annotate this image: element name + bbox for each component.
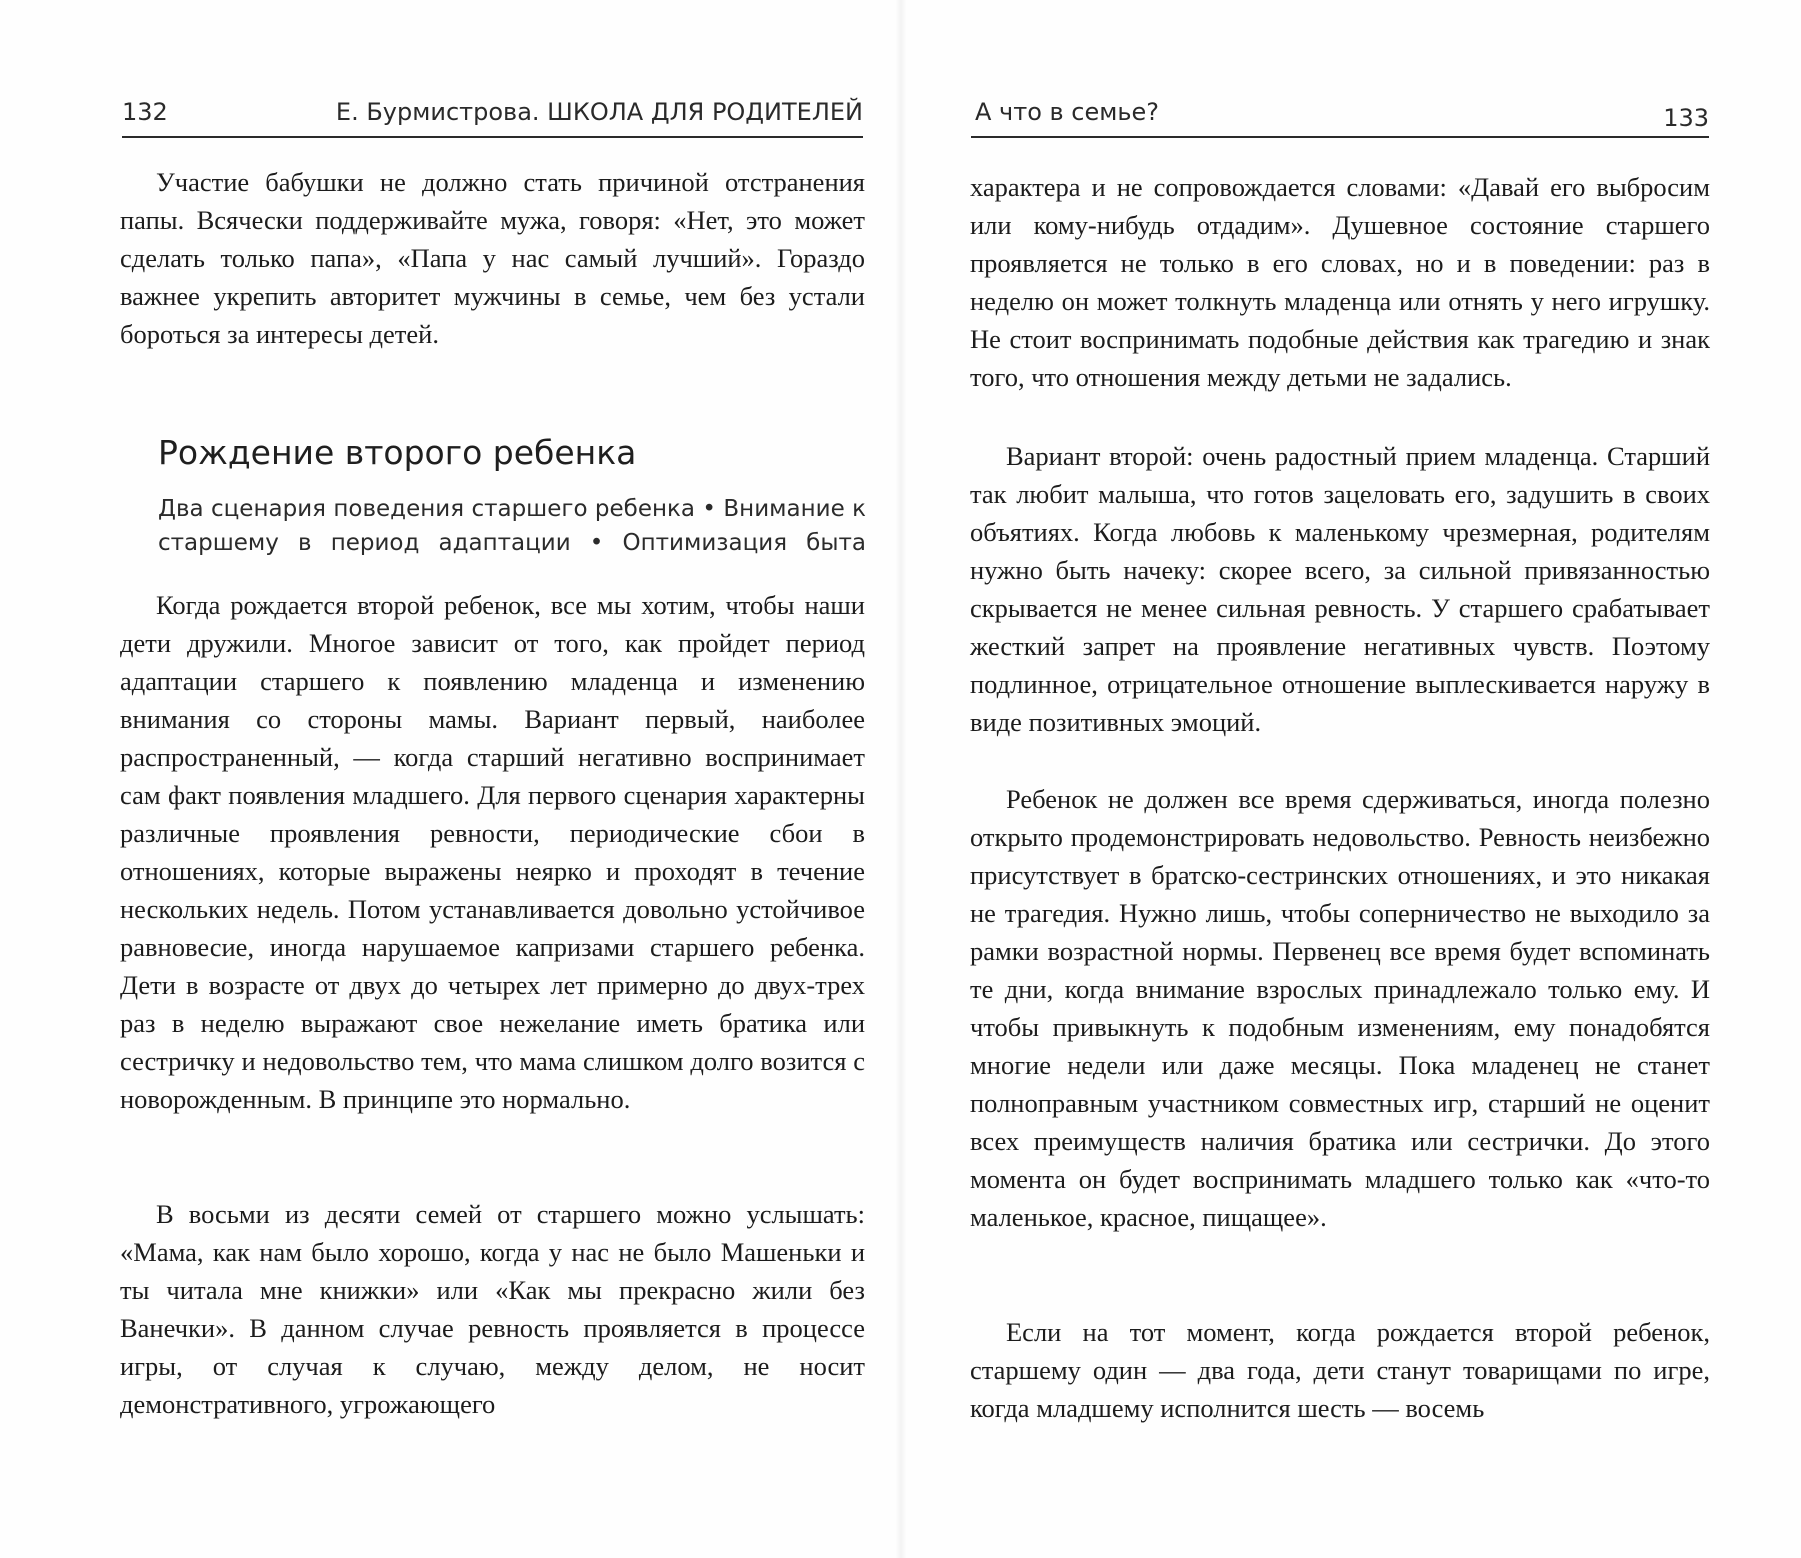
- left-paragraph-1: Участие бабушки не должно стать причиной отстранения папы. Всячески поддерживайте мужа, говоря: «Нет, это может сделать только папа», «Папа у нас самый лучший». Гораздо важнее укрепить авторитет мужчины в семье, чем без устали бороться за интересы детей.: [120, 167, 865, 349]
- left-running-head: [122, 96, 863, 138]
- right-paragraph-2: Вариант второй: очень радостный прием младенца. Старший так любит малыша, что готов зацеловать его, задушить в своих объятиях. Когда любовь к маленькому чрезмерная, родителям нужно быть начеку: скорее всего, за сильной привязанностью скрывается не менее сильная ревность. У старшего срабатывает жесткий запрет на проявление негативных чувств. Поэтому подлинное, отрицательное отношение выплескивается наружу в виде позитивных эмоций.: [970, 441, 1710, 737]
- left-page: [0, 0, 900, 1558]
- right-page: [900, 0, 1801, 1558]
- left-paragraph-2: Когда рождается второй ребенок, все мы хотим, чтобы наши дети дружили. Многое зависит от того, как пройдет период адаптации старшего к появлению младенца и изменению внимания со стороны мамы. Вариант первый, наиболее распространенный, — когда старший негативно воспринимает сам факт появления младшего. Для первого сценария характерны различные проявления ревности, периодические сбои в отношениях, которые выражены неярко и проходят в течение нескольких недель. Потом устанавливается довольно устойчивое равновесие, иногда нарушаемое капризами старшего ребенка. Дети в возрасте от двух до четырех лет примерно до двух-трех раз в неделю выражают свое нежелание иметь братика или сестричку и недовольство тем, что мама слишком долго возится с новорожденным. В принципе это нормально.: [120, 590, 865, 1114]
- left-paragraph-2-block: [120, 586, 865, 1118]
- right-paragraph-1: характера и не сопровождается словами: «Давай его выбросим или кому-нибудь отдадим». Душевное состояние старшего проявляется не только в его словах, но и в поведении: раз в неделю он может толкнуть младенца или отнять у него игрушку. Не стоит воспринимать подобные действия как трагедию и знак того, что отношения между детьми не задались.: [970, 172, 1710, 392]
- right-paragraph-1-block: [970, 168, 1710, 396]
- right-running-head: [971, 96, 1709, 138]
- left-running-title: Е. Бурмистрова. ШКОЛА ДЛЯ РОДИТЕЛЕЙ: [335, 98, 863, 126]
- section-heading: Рождение второго ребенка: [158, 433, 637, 472]
- right-paragraph-3: Ребенок не должен все время сдерживаться, иногда полезно открыто продемонстрировать недовольство. Ревность неизбежно присутствует в братско-сестринских отношениях, и это никакая не трагедия. Нужно лишь, чтобы соперничество не выходило за рамки возрастной нормы. Первенец все время будет вспоминать те дни, когда внимание взрослых принадлежало только ему. И чтобы привыкнуть к подобным изменениям, ему понадобятся многие недели или даже месяцы. Пока младенец не станет полноправным участником совместных игр, старший не оценит всех преимуществ наличия братика или сестрички. До этого момента он будет воспринимать младшего только как «что-то маленькое, красное, пищащее».: [970, 784, 1710, 1232]
- left-paragraph-3: В восьми из десяти семей от старшего можно услышать: «Мама, как нам было хорошо, когда у нас не было Машеньки и ты читала мне книжки» или «Как мы прекрасно жили без Ванечки». В данном случае ревность проявляется в процессе игры, от случая к случаю, между делом, не носит демонстративного, угрожающего: [120, 1199, 865, 1419]
- right-paragraph-4-block: [970, 1313, 1710, 1427]
- right-page-number: 133: [1663, 104, 1709, 132]
- left-paragraph-1-block: [120, 163, 865, 353]
- left-paragraph-3-block: [120, 1195, 865, 1423]
- right-paragraph-2-block: [970, 437, 1710, 741]
- right-running-title: А что в семье?: [975, 98, 1160, 126]
- left-page-number: 132: [122, 98, 168, 126]
- section-abstract: Два сценария поведения старшего ребенка • Внимание к старшему в период адаптации • Оптимизация быта: [158, 496, 866, 556]
- right-paragraph-4: Если на тот момент, когда рождается второй ребенок, старшему один — два года, дети станут товарищами по игре, когда младшему исполнится шесть — восемь: [970, 1317, 1710, 1423]
- right-paragraph-3-block: [970, 780, 1710, 1236]
